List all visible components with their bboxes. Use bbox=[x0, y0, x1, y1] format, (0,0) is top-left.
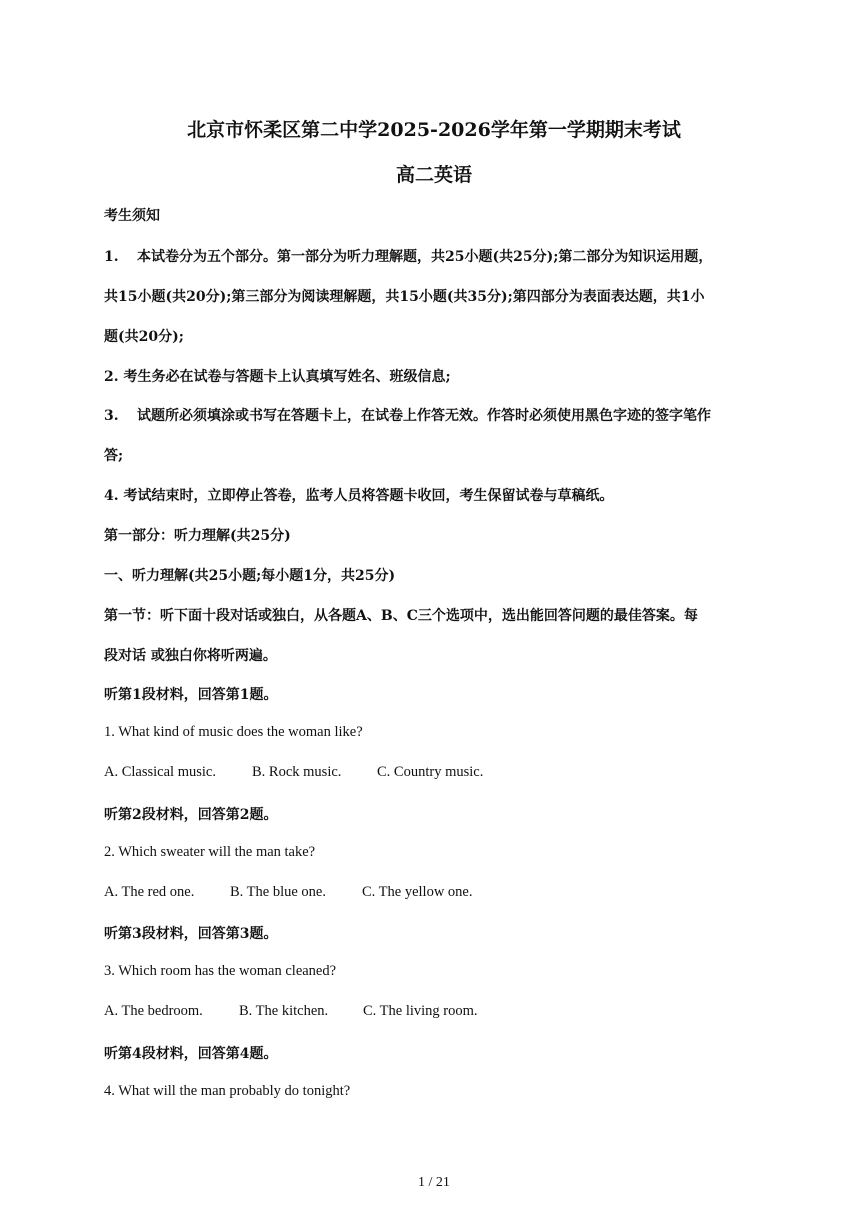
options-row-3 bbox=[104, 1003, 478, 1020]
notice-item-1-number: 1. bbox=[104, 249, 119, 265]
material-heading-3: 听第3段材料，回答第3题。 bbox=[104, 926, 278, 942]
option-3a: A. The bedroom. bbox=[104, 1003, 203, 1019]
exam-title: 北京市怀柔区第二中学2025-2026学年第一学期期末考试 bbox=[187, 119, 681, 141]
option-1b: B. Rock music. bbox=[252, 764, 342, 780]
option-2b: B. The blue one. bbox=[230, 884, 326, 900]
notice-heading: 考生须知 bbox=[104, 208, 160, 224]
instruction-line-1: 第一节：听下面十段对话或独白，从各题A、B、C三个选项中，选出能回答问题的最佳答案。每 bbox=[104, 608, 698, 624]
notice-item-3-number: 3. bbox=[104, 408, 119, 424]
question-1: 1. What kind of music does the woman like? bbox=[104, 724, 363, 740]
option-3c: C. The living room. bbox=[363, 1003, 478, 1019]
options-row-1 bbox=[104, 764, 483, 781]
question-3: 3. Which room has the woman cleaned? bbox=[104, 963, 337, 979]
material-heading-1: 听第1段材料，回答第1题。 bbox=[104, 687, 278, 703]
instruction-line-2: 段对话 或独白你将听两遍。 bbox=[104, 648, 277, 664]
page-number: 1 / 21 bbox=[418, 1175, 450, 1190]
notice-item-4: 4. 考试结束时，立即停止答卷，监考人员将答题卡收回，考生保留试卷与草稿纸。 bbox=[104, 488, 614, 504]
notice-item-1-text-1: 本试卷分为五个部分。第一部分为听力理解题，共25小题(共25分);第二部分为知识运用题， bbox=[137, 249, 713, 265]
option-2c: C. The yellow one. bbox=[362, 884, 473, 900]
notice-item-1-line-2: 共15小题(共20分);第三部分为阅读理解题，共15小题(共35分);第四部分为表面表达题，共1小 bbox=[104, 289, 705, 305]
notice-item-1-line-3: 题(共20分); bbox=[104, 329, 184, 345]
material-heading-4: 听第4段材料，回答第4题。 bbox=[104, 1046, 278, 1062]
material-heading-2: 听第2段材料，回答第2题。 bbox=[104, 807, 278, 823]
option-3b: B. The kitchen. bbox=[239, 1003, 329, 1019]
option-1c: C. Country music. bbox=[377, 764, 484, 780]
option-1a: A. Classical music. bbox=[104, 764, 216, 780]
section-heading: 一、听力理解(共25小题;每小题1分，共25分) bbox=[104, 568, 396, 584]
notice-item-2: 2. 考生务必在试卷与答题卡上认真填写姓名、班级信息; bbox=[104, 369, 451, 385]
notice-item-3-line-1 bbox=[104, 405, 711, 425]
exam-subtitle: 高二英语 bbox=[395, 164, 472, 186]
part1-heading: 第一部分：听力理解(共25分) bbox=[104, 528, 291, 544]
notice-item-3-line-2: 答; bbox=[104, 448, 124, 464]
question-2: 2. Which sweater will the man take? bbox=[104, 844, 316, 860]
notice-item-3-text-1: 试题所必须填涂或书写在答题卡上，在试卷上作答无效。作答时必须使用黑色字迹的签字笔作 bbox=[137, 408, 711, 424]
option-2a: A. The red one. bbox=[104, 884, 195, 900]
options-row-2 bbox=[104, 884, 472, 901]
question-4: 4. What will the man probably do tonight? bbox=[104, 1083, 351, 1099]
notice-item-1-line-1 bbox=[104, 246, 712, 266]
